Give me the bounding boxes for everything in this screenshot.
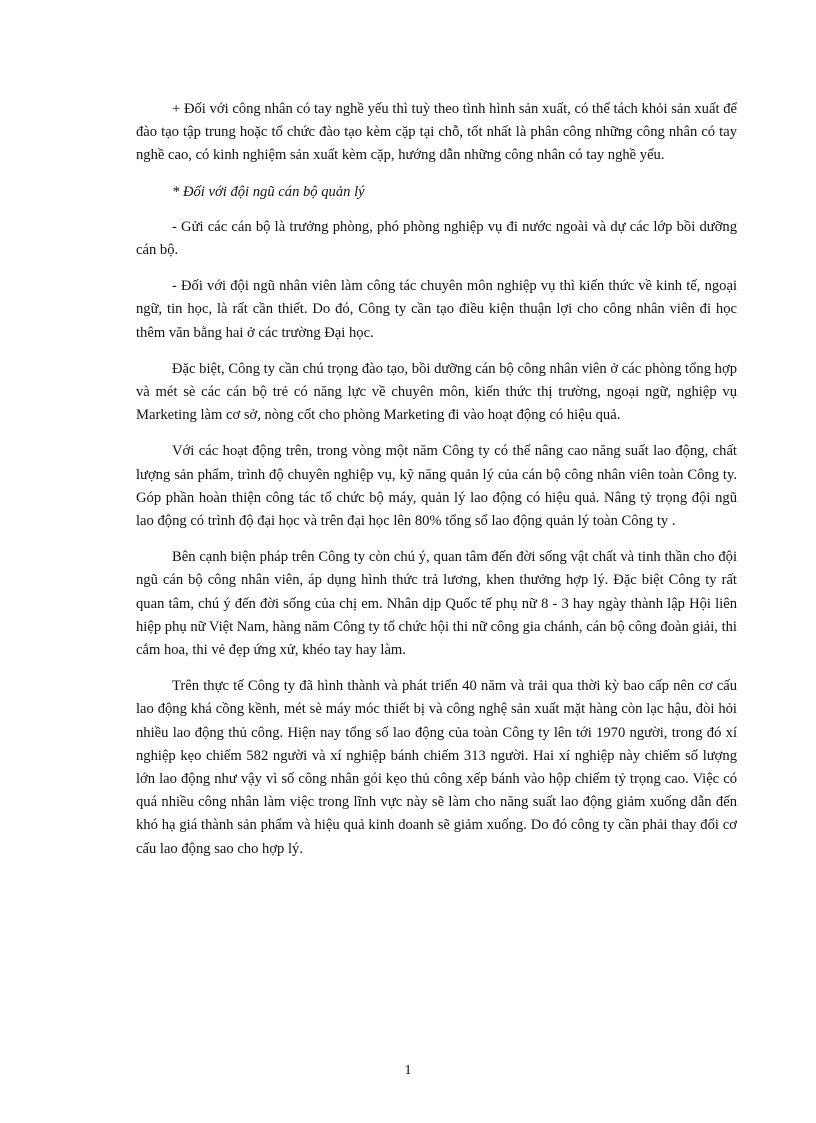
- paragraph-welfare: Bên cạnh biện pháp trên Công ty còn chú ý, quan tâm đến đời sống vật chất và tinh thần cho đội ngũ cán bộ công nhân viên, áp dụng hình thức trả lương, khen thưởng hợp lý. Đặc biệt Công ty rất quan tâm, chú ý đến đời sống của chị em. Nhân dịp Quốc tế phụ nữ 8 - 3 hay ngày thành lập Hội liên hiệp phụ nữ Việt Nam, hàng năm Công ty tổ chức hội thi nữ công gia chánh, cán bộ công đoàn giải, thi cắm hoa, thi vẻ đẹp ứng xử, khéo tay hay làm.: [136, 549, 737, 659]
- paragraph-worker-training: + Đối với công nhân có tay nghề yếu thì tuỳ theo tình hình sản xuất, có thể tách khỏi sản xuất để đào tạo tập trung hoặc tổ chức đào tạo kèm cặp tại chỗ, tốt nhất là phân công những công nhân có tay nghề cao, có kinh nghiệm sản xuất kèm cặp, hướng dẫn những công nhân có tay nghề yếu.: [136, 101, 737, 164]
- paragraph-staff-knowledge: - Đối với đội ngũ nhân viên làm công tác chuyên môn nghiệp vụ thì kiến thức về kinh tế, ngoại ngữ, tin học, là rất cần thiết. Do đó, Công ty cần tạo điều kiện thuận lợi cho công nhân viên đi học thêm văn bằng hai ở các trường Đại học.: [136, 278, 737, 341]
- paragraph-marketing-training: Đặc biệt, Công ty cần chú trọng đào tạo, bồi dưỡng cán bộ công nhân viên ở các phòng tổng hợp và mét sè các cán bộ trẻ có năng lực về chuyên môn, kiến thức thị trường, ngoại ngữ, nghiệp vụ Marketing làm cơ sở, nòng cốt cho phòng Marketing đi vào hoạt động có hiệu quả.: [136, 360, 737, 424]
- paragraph-productivity: Với các hoạt động trên, trong vòng một năm Công ty có thể nâng cao năng suất lao động, chất lượng sản phẩm, trình độ chuyên nghiệp vụ, kỹ năng quản lý của cán bộ công nhân viên toàn Công ty. Góp phần hoàn thiện công tác tổ chức bộ máy, quản lý lao động có hiệu quả. Nâng tỷ trọng đội ngũ lao động có trình độ đại học và trên đại học lên 80% tổng số lao động quản lý toàn Công ty .: [136, 443, 737, 530]
- section-heading-management: * Đối với đội ngũ cán bộ quản lý: [172, 183, 365, 200]
- paragraph-send-abroad: - Gửi các cán bộ là trưởng phòng, phó phòng nghiệp vụ đi nước ngoài và dự các lớp bồi dưỡng cán bộ.: [136, 218, 737, 259]
- paragraph-labor-structure: Trên thực tế Công ty đã hình thành và phát triển 40 năm và trải qua thời kỳ bao cấp nên cơ cấu lao động khá cồng kềnh, mét sè máy móc thiết bị và công nghệ sản xuất mặt hàng còn lạc hậu, đòi hỏi nhiều lao động thủ công. Hiện nay tổng số lao động của toàn Công ty lên tới 1970 người, trong đó xí nghiệp kẹo chiếm 582 người và xí nghiệp bánh chiếm 313 người. Hai xí nghiệp này chiếm số lượng lớn lao động như vậy vì số công nhân gói kẹo thủ công xếp bánh vào hộp chiếm tỷ trọng cao. Việc có quá nhiều công nhân làm việc trong lĩnh vực này sẽ làm cho năng suất lao động giảm xuống dẫn đến khó hạ giá thành sản phẩm và hiệu quả kinh doanh sẽ giảm xuống. Do đó công ty cần phải thay đổi cơ cấu lao động sao cho hợp lý.: [136, 678, 737, 857]
- page-body: [136, 98, 737, 874]
- page-number: 1: [404, 1063, 412, 1078]
